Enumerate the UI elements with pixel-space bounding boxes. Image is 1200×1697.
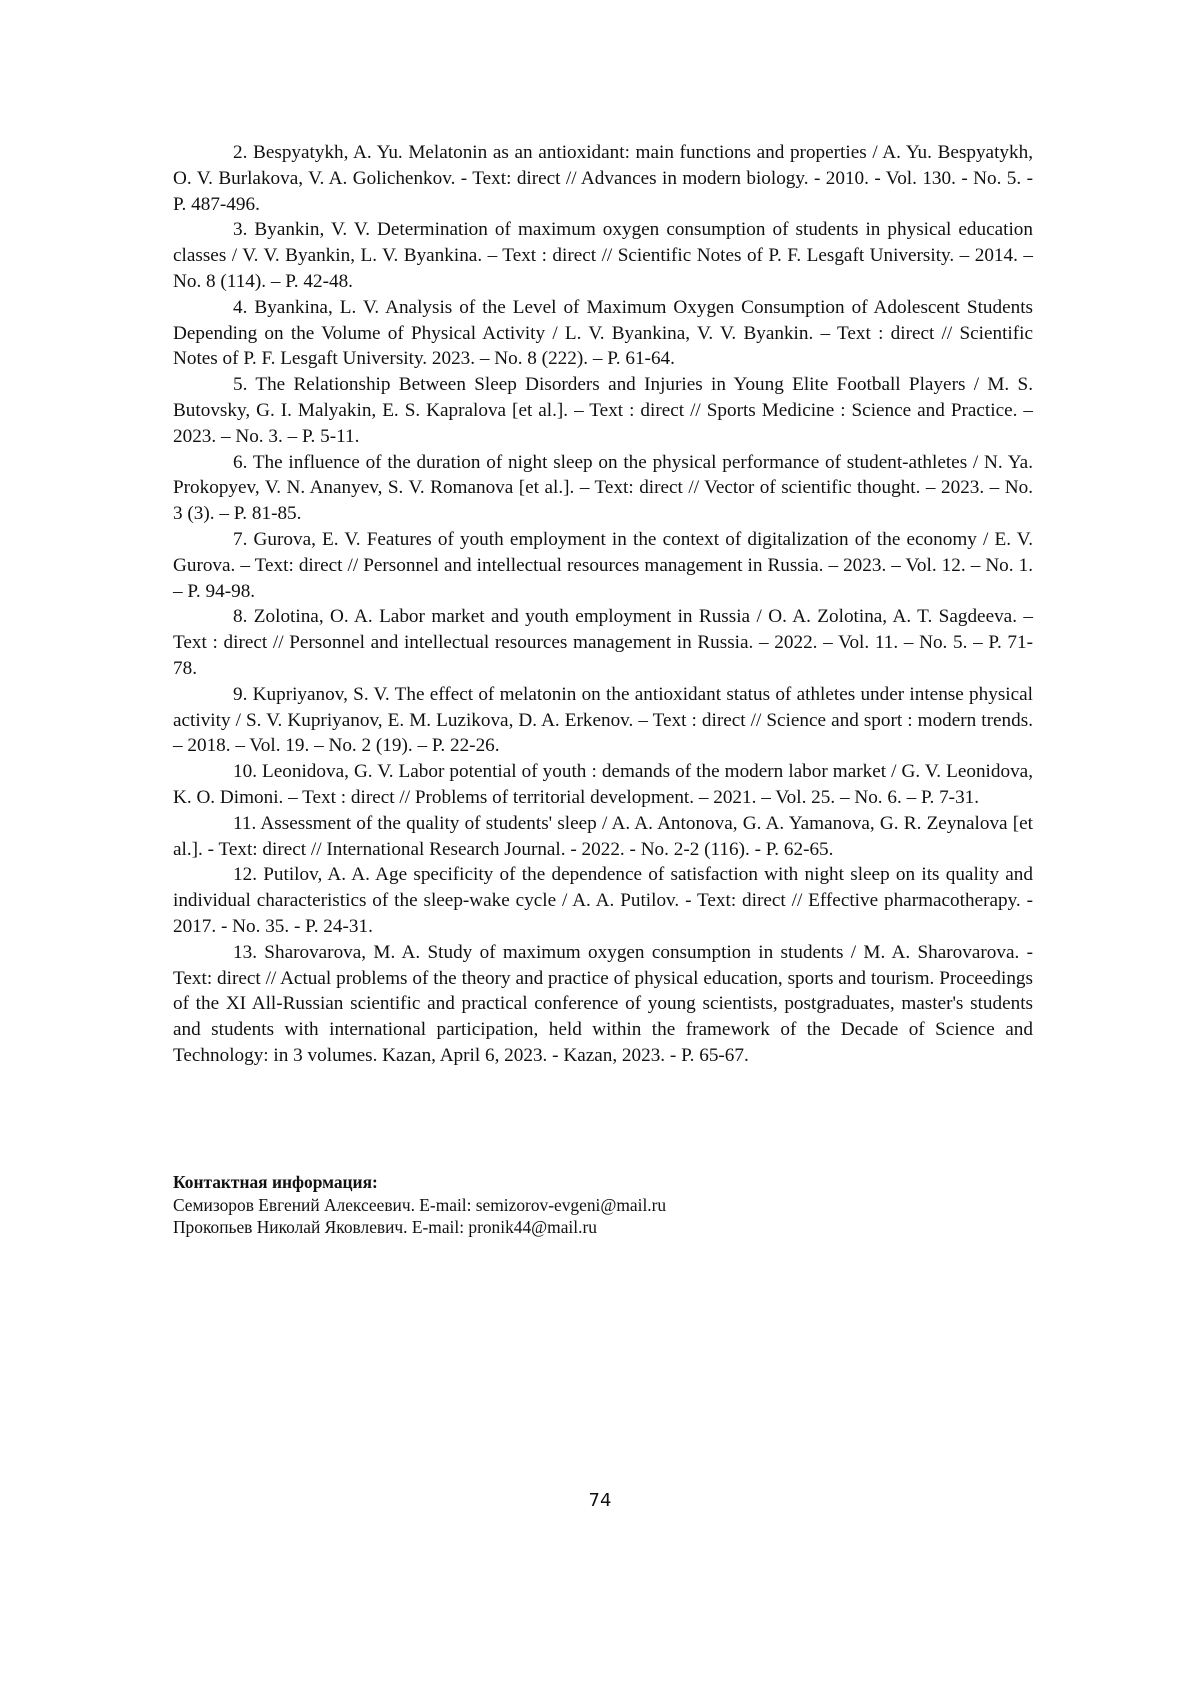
page-number: 74	[588, 1490, 612, 1511]
reference-item: 13. Sharovarova, M. A. Study of maximum oxygen consumption in students / M. A. Sharovarova. - Text: direct // Actual problems of the theory and practice of physical education, sports and tourism. Proceedings of the XI All-Russian scientific and practical conference of young scientists, postgraduates, master's students and students with international participation, held within the framework of the Decade of Science and Technology: in 3 volumes. Kazan, April 6, 2023. - Kazan, 2023. - P. 65-67.	[173, 941, 1033, 1066]
contact-heading: Контактная информация:	[173, 1172, 378, 1192]
reference-item: 9. Kupriyanov, S. V. The effect of melatonin on the antioxidant status of athletes under intense physical activity / S. V. Kupriyanov, E. M. Luzikova, D. A. Erkenov. – Text : direct // Science and sport : modern trends. – 2018. – Vol. 19. – No. 2 (19). – P. 22-26.	[173, 683, 1033, 757]
reference-item: 2. Bespyatykh, A. Yu. Melatonin as an antioxidant: main functions and properties / A. Yu. Bespyatykh, O. V. Burlakova, V. A. Golichenkov. - Text: direct // Advances in modern biology. - 2010. - Vol. 130. - No. 5. - P. 487-496.	[173, 142, 1033, 215]
contact-line: Семизоров Евгений Алексеевич. E-mail: semizorov-evgeni@mail.ru	[173, 1194, 667, 1215]
reference-item: 5. The Relationship Between Sleep Disorders and Injuries in Young Elite Football Players / M. S. Butovsky, G. I. Malyakin, E. S. Kapralova [et al.]. – Text : direct // Sports Medicine : Science and Practice. – 2023. – No. 3. – P. 5-11.	[173, 374, 1033, 447]
contact-information	[173, 1171, 1033, 1239]
reference-item: 3. Byankin, V. V. Determination of maximum oxygen consumption of students in physical education classes / V. V. Byankin, L. V. Byankina. – Text : direct // Scientific Notes of P. F. Lesgaft University. – 2014. – No. 8 (114). – P. 42-48.	[173, 219, 1033, 292]
reference-item: 7. Gurova, E. V. Features of youth employment in the context of digitalization of the economy / E. V. Gurova. – Text: direct // Personnel and intellectual resources management in Russia. – 2023. – Vol. 12. – No. 1. – P. 94-98.	[173, 528, 1033, 602]
reference-item: 4. Byankina, L. V. Analysis of the Level of Maximum Oxygen Consumption of Adolescent Students Depending on the Volume of Physical Activity / L. V. Byankina, V. V. Byankin. – Text : direct // Scientific Notes of P. F. Lesgaft University. 2023. – No. 8 (222). – P. 61-64.	[173, 296, 1033, 370]
reference-item: 8. Zolotina, O. A. Labor market and youth employment in Russia / O. A. Zolotina, A. T. Sagdeeva. – Text : direct // Personnel and intellectual resources management in Russia. – 2022. – Vol. 11. – No. 5. – P. 71-78.	[173, 606, 1033, 679]
reference-list	[173, 140, 1033, 1069]
reference-item: 12. Putilov, A. A. Age specificity of the dependence of satisfaction with night sleep on its quality and individual characteristics of the sleep-wake cycle / A. A. Putilov. - Text: direct // Effective pharmacotherapy. - 2017. - No. 35. - P. 24-31.	[173, 864, 1033, 937]
contact-line: Прокопьев Николай Яковлевич. E-mail: pronik44@mail.ru	[173, 1217, 597, 1238]
reference-item: 6. The influence of the duration of night sleep on the physical performance of student-athletes / N. Ya. Prokopyev, V. N. Ananyev, S. V. Romanova [et al.]. – Text: direct // Vector of scientific thought. – 2023. – No. 3 (3). – P. 81-85.	[173, 451, 1033, 525]
reference-item: 10. Leonidova, G. V. Labor potential of youth : demands of the modern labor market / G. V. Leonidova, K. O. Dimoni. – Text : direct // Problems of territorial development. – 2021. – Vol. 25. – No. 6. – P. 7-31.	[173, 761, 1033, 808]
reference-item: 11. Assessment of the quality of students' sleep / A. A. Antonova, G. A. Yamanova, G. R. Zeynalova [et al.]. - Text: direct // International Research Journal. - 2022. - No. 2-2 (116). - P. 62-65.	[173, 812, 1033, 860]
